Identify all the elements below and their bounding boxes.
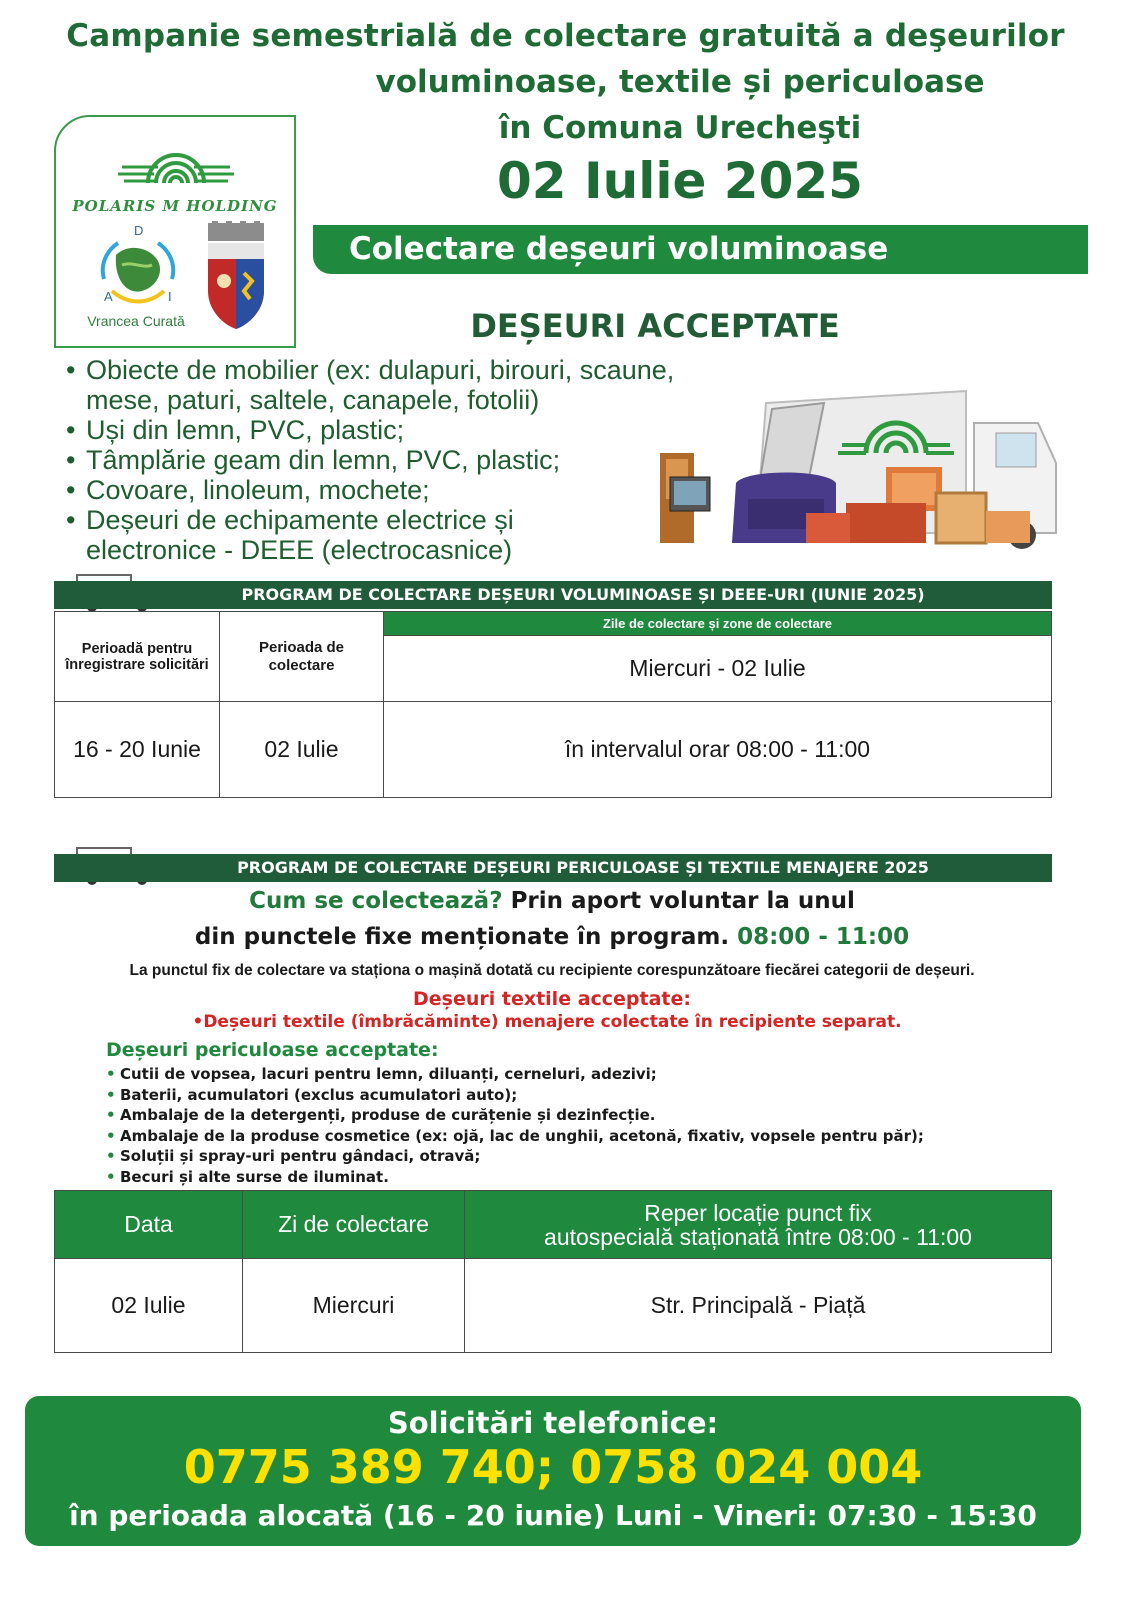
day-cell: Miercuri (243, 1259, 465, 1353)
phone-schedule: în perioada alocată (16 - 20 iunie) Luni - Vineri: 07:30 - 15:30 (69, 1499, 1037, 1532)
company-name: POLARIS M HOLDING (72, 197, 278, 215)
polaris-logo-icon (118, 127, 234, 193)
bulky-schedule-table (54, 611, 1052, 798)
date-header: Data (55, 1191, 243, 1259)
hazardous-schedule-table (54, 1190, 1052, 1353)
vrancea-curata-icon (88, 221, 188, 313)
list-item: • Ambalaje de la detergenți, produse de curățenie și dezinfecție. (106, 1105, 924, 1126)
list-item: • Tâmplărie geam din lemn, PVC, plastic; (66, 445, 706, 475)
textile-item: •Deșeuri textile (îmbrăcăminte) menajere colectate în recipiente separat. (192, 1012, 902, 1032)
hazardous-list (106, 1064, 924, 1187)
collection-zones-header: Zile de colectare și zone de colectare (384, 612, 1052, 636)
coat-of-arms-icon (204, 221, 268, 331)
how-collected (0, 888, 1104, 914)
letter-i: I (168, 289, 172, 304)
bulky-waste-banner: Colectare deșeuri voluminoase (313, 225, 1088, 274)
vrancea-curata-label: Vrancea Curată (87, 313, 185, 329)
list-item: • Cutii de vopsea, lacuri pentru lemn, diluanți, cerneluri, adezivi; (106, 1064, 924, 1085)
list-item: • Becuri și alte surse de iluminat. (106, 1167, 924, 1188)
textile-title: Deșeuri textile acceptate: (412, 988, 691, 1010)
location-header-line2: autospecială staționată între 08:00 - 11:00 (544, 1223, 972, 1250)
fixed-points-text: din punctele fixe menționate în program. (194, 924, 730, 950)
campaign-title-line2: voluminoase, textile și periculoase (375, 64, 985, 100)
location-header-line1: Reper locație punct fix (644, 1199, 872, 1226)
collection-period-cell: 02 Iulie (220, 702, 384, 798)
vehicle-note: La punctul fix de colectare va staționa o mașină dotată cu recipiente corespunzătoare fiecărei categorii de deșeuri. (129, 962, 975, 979)
registration-period-cell: 16 - 20 Iunie (55, 702, 220, 798)
list-item: • Baterii, acumulatori (exclus acumulatori auto); (106, 1085, 924, 1106)
campaign-date: 02 Iulie 2025 (497, 152, 863, 210)
campaign-title-line1: Campanie semestrială de colectare gratuită a deşeurilor (66, 18, 1065, 54)
location-cell: Str. Principală - Piață (465, 1259, 1052, 1353)
accepted-waste-list (66, 355, 706, 565)
day-header: Zi de colectare (243, 1191, 465, 1259)
garbage-truck-furniture-illustration (656, 383, 1058, 553)
list-item: • Deșeuri de echipamente electrice și electronice - DEEE (electrocasnice) (66, 505, 566, 565)
location-header (465, 1191, 1052, 1259)
bulky-program-title: PROGRAM DE COLECTARE DEȘEURI VOLUMINOASE ȘI DEEE-URI (IUNIE 2025) (54, 581, 1052, 609)
phone-title: Solicitări telefonice: (387, 1406, 719, 1440)
how-answer: Prin aport voluntar la unul (510, 888, 855, 914)
phone-requests-box (25, 1396, 1081, 1546)
accepted-waste-title: DEȘEURI ACCEPTATE (470, 307, 840, 345)
hazardous-title: Deșeuri periculoase acceptate: (106, 1039, 439, 1061)
letter-a: A (104, 289, 113, 304)
list-item: • Covoare, linoleum, mochete; (66, 475, 706, 505)
collection-day-cell: Miercuri - 02 Iulie (384, 636, 1052, 702)
campaign-location: în Comuna Urecheşti (498, 110, 862, 146)
fixed-points-line (0, 924, 1104, 950)
letter-d: D (134, 223, 144, 238)
how-question: Cum se colectează? (249, 888, 503, 914)
list-item: • Obiecte de mobilier (ex: dulapuri, birouri, scaune, mese, paturi, saltele, canapele, fotolii) (66, 355, 686, 415)
collection-interval-cell: în intervalul orar 08:00 - 11:00 (384, 702, 1052, 798)
logo-panel (54, 115, 296, 348)
hazardous-program-title: PROGRAM DE COLECTARE DEȘEURI PERICULOASE ȘI TEXTILE MENAJERE 2025 (54, 854, 1052, 882)
list-item: • Ambalaje de la produse cosmetice (ex: ojă, lac de unghii, acetonă, fixativ, vopsele pentru păr); (106, 1126, 924, 1147)
registration-period-header: Perioadă pentru înregistrare solicitări (55, 612, 220, 702)
collection-period-header: Perioada de colectare (220, 612, 384, 702)
list-item: • Uși din lemn, PVC, plastic; (66, 415, 706, 445)
collection-hours: 08:00 - 11:00 (737, 924, 910, 950)
list-item: • Soluții și spray-uri pentru gândaci, otravă; (106, 1146, 924, 1167)
phone-numbers[interactable]: 0775 389 740; 0758 024 004 (183, 1440, 923, 1494)
date-cell: 02 Iulie (55, 1259, 243, 1353)
